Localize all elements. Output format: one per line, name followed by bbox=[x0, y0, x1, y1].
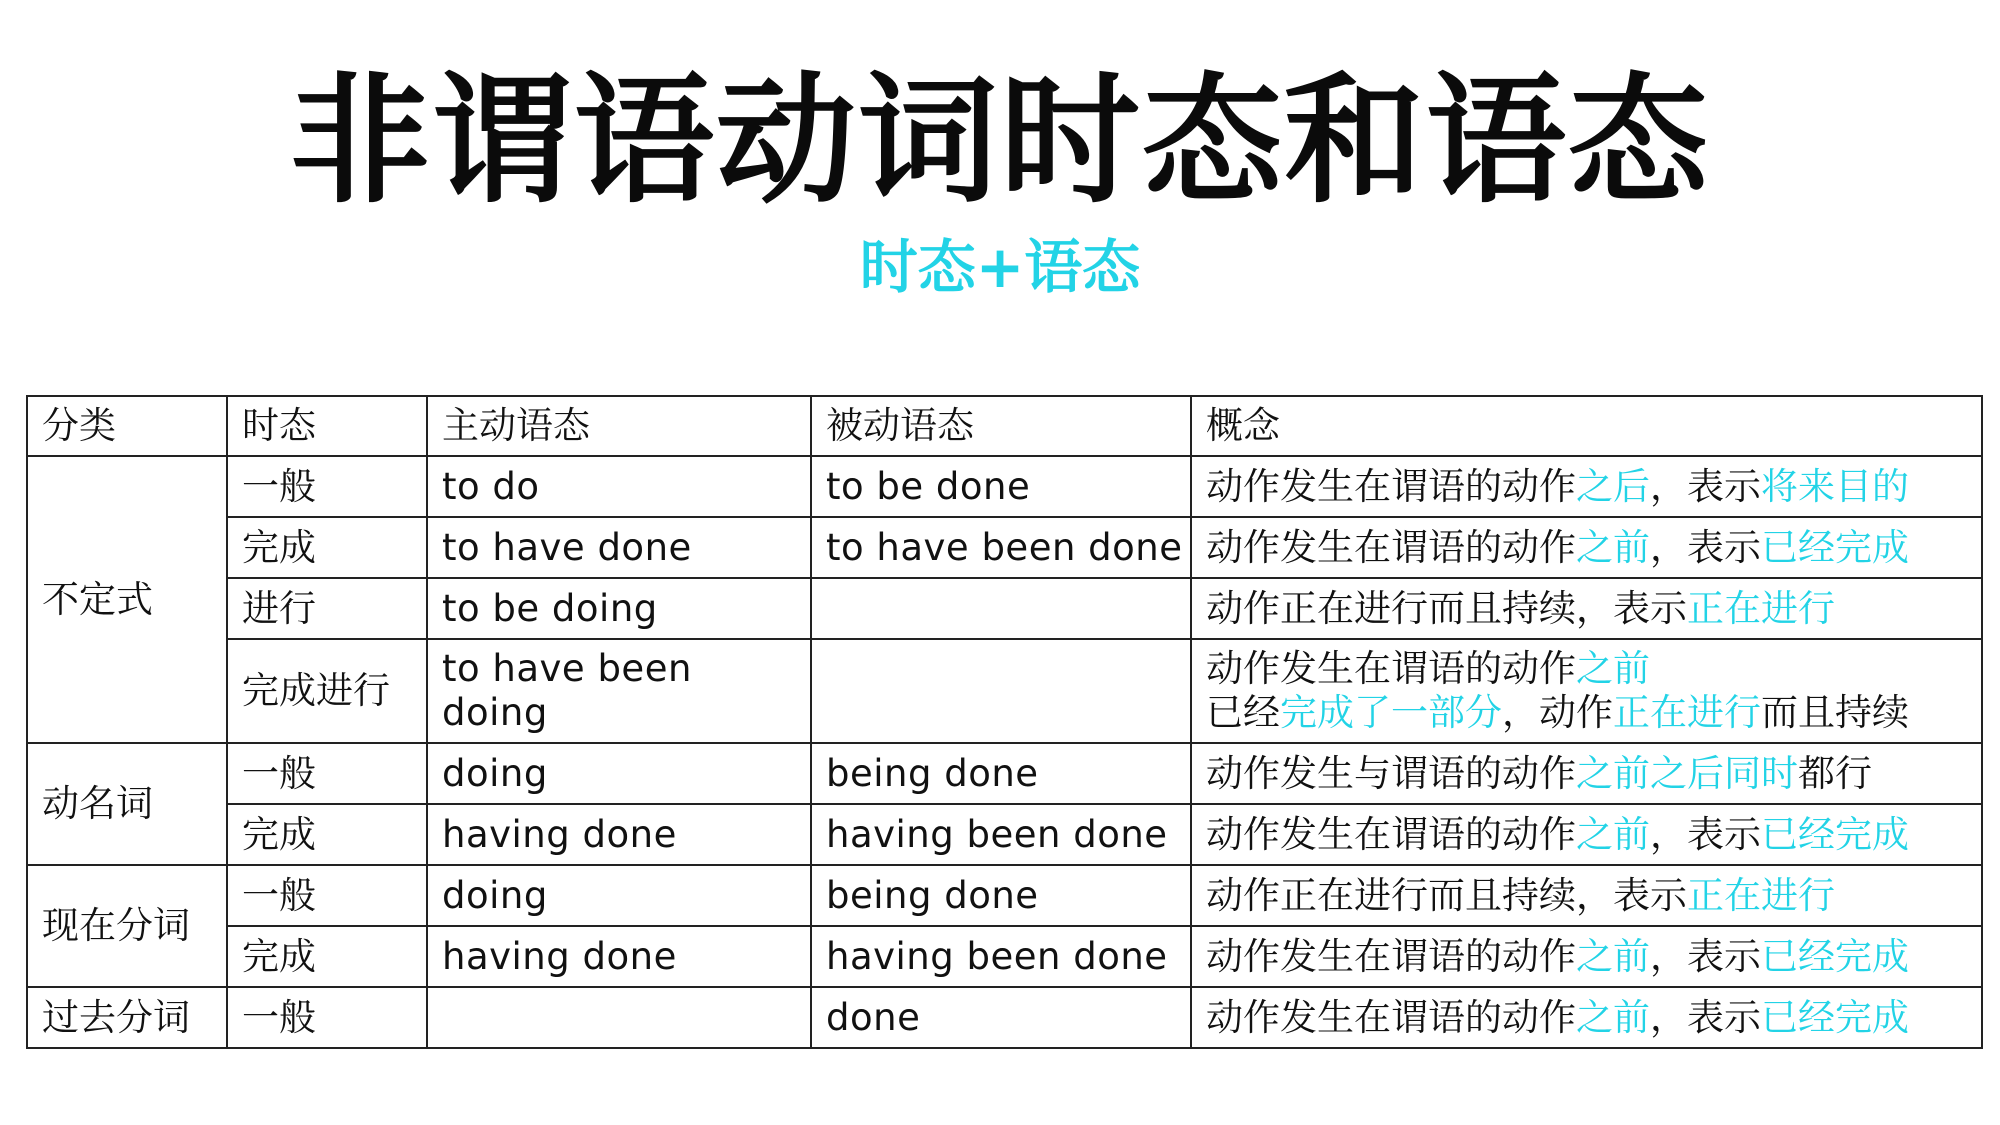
concept-text: 已经 bbox=[1206, 691, 1280, 734]
highlight-text: 正在进行 bbox=[1613, 691, 1761, 734]
concept-text: 动作发生在谓语的动作 bbox=[1206, 812, 1576, 856]
concept-line-1 bbox=[1206, 647, 1967, 691]
highlight-text: 之前 bbox=[1576, 812, 1650, 856]
active-voice-cell: doing bbox=[427, 865, 811, 926]
passive-voice-cell: done bbox=[811, 987, 1191, 1048]
concept-text: ，表示 bbox=[1650, 812, 1761, 856]
active-voice-cell bbox=[427, 987, 811, 1048]
highlight-text: 之前 bbox=[1576, 934, 1650, 978]
page-title: 非谓语动词时态和语态 bbox=[289, 60, 1710, 223]
concept-text: ，表示 bbox=[1650, 525, 1761, 569]
grammar-table bbox=[26, 395, 1983, 1049]
active-voice-cell: to have done bbox=[427, 517, 811, 578]
concept-text: 而且持续 bbox=[1761, 691, 1909, 734]
concept-text: 动作发生在谓语的动作 bbox=[1206, 934, 1576, 978]
header-concept: 概念 bbox=[1191, 396, 1982, 456]
passive-voice-cell: to have been done bbox=[811, 517, 1191, 578]
highlight-text: 之前之后同时 bbox=[1576, 751, 1798, 795]
page-subtitle: 时态+语态 bbox=[859, 233, 1141, 301]
tense-cell: 完成 bbox=[227, 517, 427, 578]
header-active-voice: 主动语态 bbox=[427, 396, 811, 456]
highlight-text: 已经完成 bbox=[1761, 525, 1909, 569]
group-gerund: 动名词 bbox=[27, 743, 227, 865]
passive-voice-cell: to be done bbox=[811, 456, 1191, 517]
header-tense: 时态 bbox=[227, 396, 427, 456]
concept-text: 都行 bbox=[1798, 751, 1872, 795]
table-row bbox=[27, 804, 1982, 865]
passive-voice-cell: being done bbox=[811, 865, 1191, 926]
table-row bbox=[27, 517, 1982, 578]
concept-cell bbox=[1191, 987, 1982, 1048]
tense-cell: 完成 bbox=[227, 804, 427, 865]
concept-text: ，表示 bbox=[1650, 995, 1761, 1039]
concept-text: 动作发生在谓语的动作 bbox=[1206, 525, 1576, 569]
concept-line-2 bbox=[1206, 691, 1967, 735]
concept-text: 动作正在进行而且持续，表示 bbox=[1206, 873, 1687, 917]
concept-text: 动作发生在谓语的动作 bbox=[1206, 464, 1576, 508]
table-row bbox=[27, 865, 1982, 926]
group-present-participle: 现在分词 bbox=[27, 865, 227, 987]
highlight-text: 之前 bbox=[1576, 525, 1650, 569]
active-voice-cell: to do bbox=[427, 456, 811, 517]
highlight-text: 之前 bbox=[1576, 995, 1650, 1039]
concept-cell bbox=[1191, 804, 1982, 865]
table-row bbox=[27, 743, 1982, 804]
active-voice-cell: to be doing bbox=[427, 578, 811, 639]
highlight-text: 之后 bbox=[1576, 464, 1650, 508]
concept-cell bbox=[1191, 865, 1982, 926]
concept-text: ，动作 bbox=[1502, 691, 1613, 734]
table-header-row bbox=[27, 396, 1982, 456]
active-voice-cell: to have been doing bbox=[427, 639, 811, 743]
tense-cell: 一般 bbox=[227, 743, 427, 804]
passive-voice-cell: having been done bbox=[811, 804, 1191, 865]
active-voice-cell: having done bbox=[427, 926, 811, 987]
tense-cell: 一般 bbox=[227, 987, 427, 1048]
header-passive-voice: 被动语态 bbox=[811, 396, 1191, 456]
group-past-participle: 过去分词 bbox=[27, 987, 227, 1048]
tense-cell: 完成 bbox=[227, 926, 427, 987]
concept-text: 动作发生与谓语的动作 bbox=[1206, 751, 1576, 795]
highlight-text: 已经完成 bbox=[1761, 934, 1909, 978]
table-row bbox=[27, 926, 1982, 987]
concept-text: 动作发生在谓语的动作 bbox=[1206, 647, 1576, 691]
table-row bbox=[27, 578, 1982, 639]
table-row bbox=[27, 639, 1982, 743]
highlight-text: 正在进行 bbox=[1687, 873, 1835, 917]
highlight-text: 正在进行 bbox=[1687, 586, 1835, 630]
active-voice-cell: having done bbox=[427, 804, 811, 865]
group-infinitive: 不定式 bbox=[27, 456, 227, 743]
passive-voice-cell: having been done bbox=[811, 926, 1191, 987]
highlight-text: 已经完成 bbox=[1761, 812, 1909, 856]
concept-text: 动作正在进行而且持续，表示 bbox=[1206, 586, 1687, 630]
tense-cell: 完成进行 bbox=[227, 639, 427, 743]
passive-voice-cell bbox=[811, 578, 1191, 639]
tense-cell: 一般 bbox=[227, 456, 427, 517]
concept-text: ，表示 bbox=[1650, 934, 1761, 978]
concept-cell bbox=[1191, 926, 1982, 987]
passive-voice-cell: being done bbox=[811, 743, 1191, 804]
concept-cell bbox=[1191, 456, 1982, 517]
highlight-text: 将来目的 bbox=[1761, 464, 1909, 508]
concept-cell bbox=[1191, 578, 1982, 639]
concept-cell bbox=[1191, 517, 1982, 578]
table-row bbox=[27, 456, 1982, 517]
concept-cell bbox=[1191, 743, 1982, 804]
highlight-text: 之前 bbox=[1576, 647, 1650, 691]
highlight-text: 已经完成 bbox=[1761, 995, 1909, 1039]
table-row bbox=[27, 987, 1982, 1048]
concept-text: ，表示 bbox=[1650, 464, 1761, 508]
active-voice-cell: doing bbox=[427, 743, 811, 804]
header-category: 分类 bbox=[27, 396, 227, 456]
concept-text: 动作发生在谓语的动作 bbox=[1206, 995, 1576, 1039]
tense-cell: 一般 bbox=[227, 865, 427, 926]
passive-voice-cell bbox=[811, 639, 1191, 743]
concept-cell bbox=[1191, 639, 1982, 743]
tense-cell: 进行 bbox=[227, 578, 427, 639]
highlight-text: 完成了一部分 bbox=[1280, 691, 1502, 734]
